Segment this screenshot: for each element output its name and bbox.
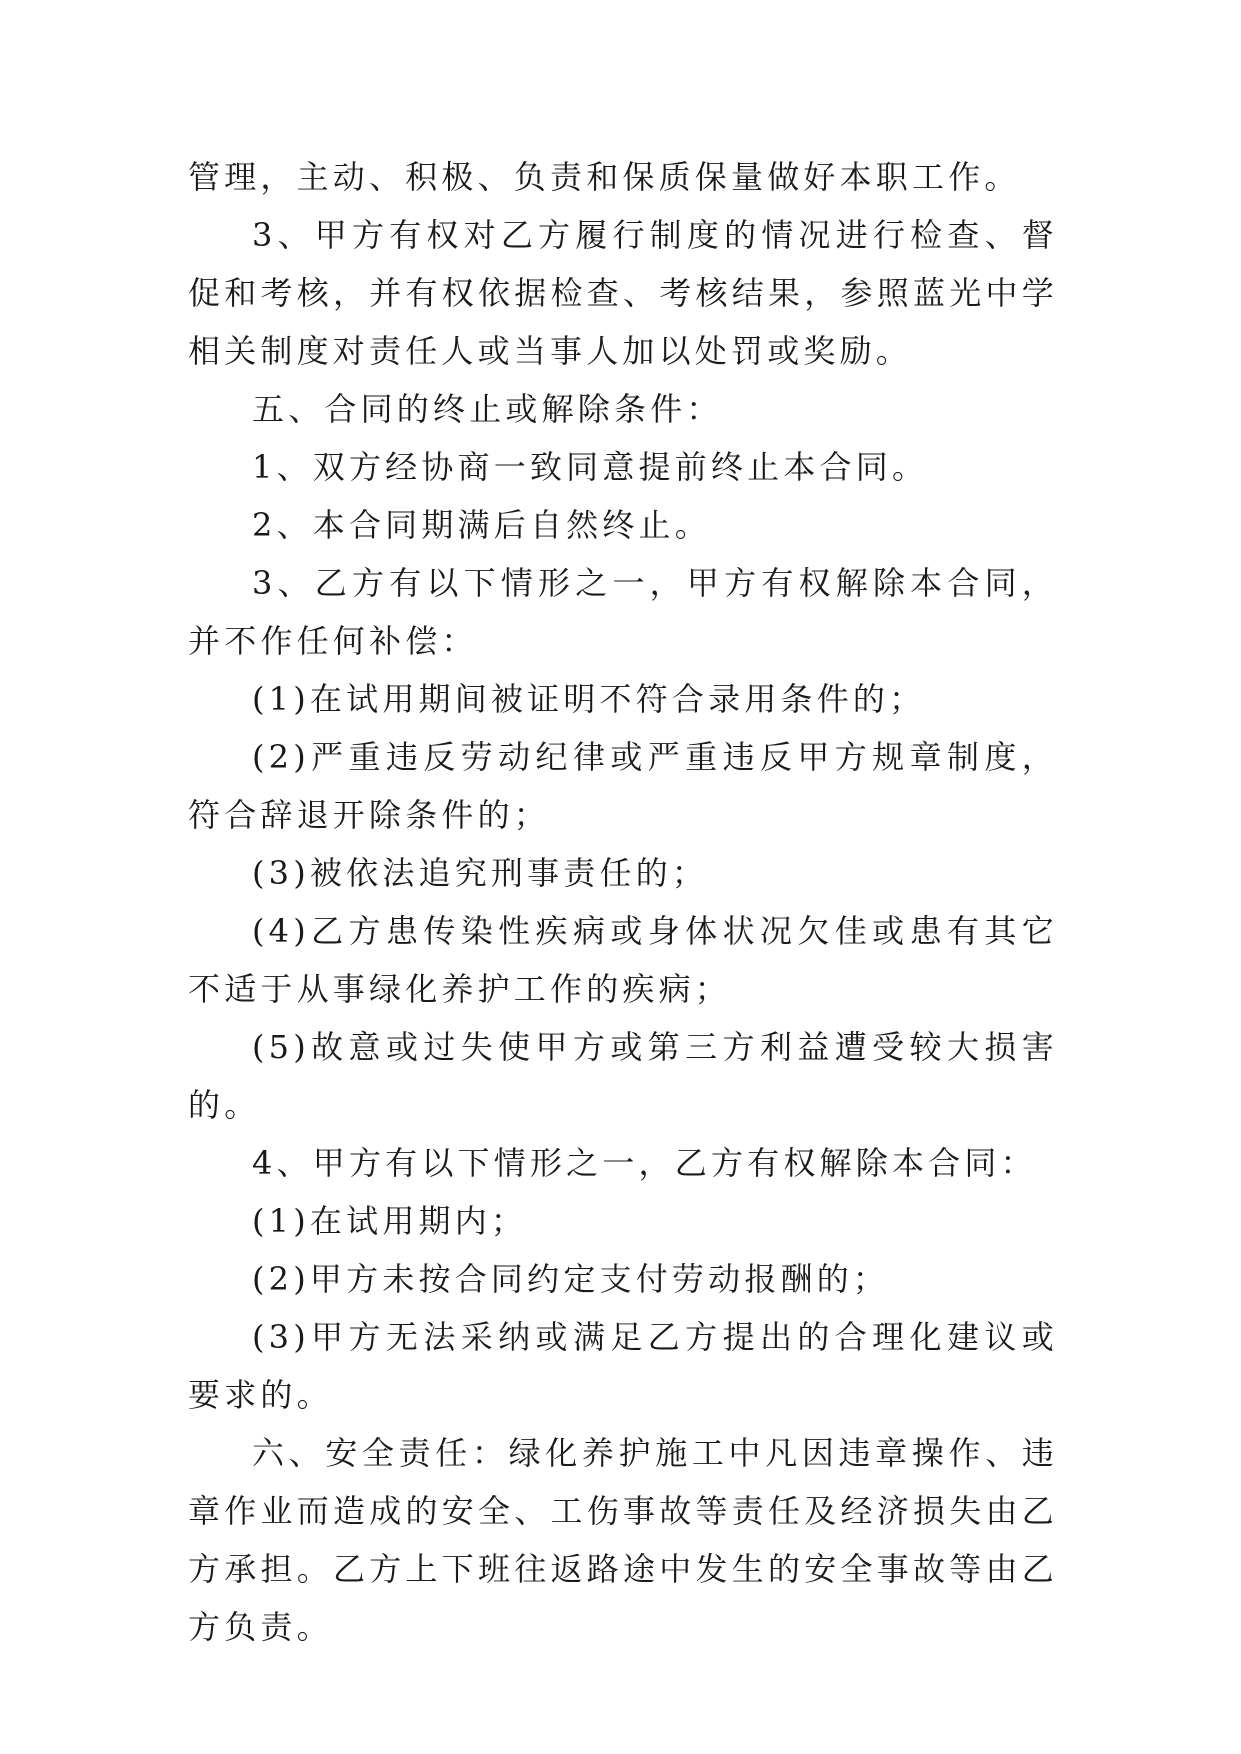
- list-item-5-3-4: (4)乙方患传染性疾病或身体状况欠佳或患有其它不适于从事绿化养护工作的疾病；: [188, 912, 1058, 1008]
- list-item-5-3-1: (1)在试用期间被证明不符合录用条件的；: [252, 680, 926, 718]
- list-item-5-4-3: (3)甲方无法采纳或满足乙方提出的合理化建议或要求的。: [188, 1318, 1058, 1414]
- paragraph-clause-5-3: 3、乙方有以下情形之一，甲方有权解除本合同，并不作任何补偿：: [188, 564, 1058, 660]
- list-item-5-3-3: (3)被依法追究刑事责任的；: [252, 854, 709, 892]
- paragraph-continuation: 管理，主动、积极、负责和保质保量做好本职工作。: [188, 158, 1021, 196]
- paragraph-clause-5-2: 2、本合同期满后自然终止。: [252, 506, 711, 544]
- list-item-5-4-1: (1)在试用期内；: [252, 1202, 528, 1240]
- list-item-5-3-2: (2)严重违反劳动纪律或严重违反甲方规章制度，符合辞退开除条件的；: [188, 738, 1058, 834]
- list-item-5-4-2: (2)甲方未按合同约定支付劳动报酬的；: [252, 1260, 890, 1298]
- paragraph-clause-5-4: 4、甲方有以下情形之一，乙方有权解除本合同：: [252, 1144, 1037, 1182]
- paragraph-clause-4-3: 3、甲方有权对乙方履行制度的情况进行检查、督促和考核，并有权依据检查、考核结果，参照蓝光中学相关制度对责任人或当事人加以处罚或奖励。: [188, 216, 1058, 370]
- list-item-5-3-5: (5)故意或过失使甲方或第三方利益遭受较大损害的。: [188, 1028, 1058, 1124]
- section-heading-6-safety: 六、安全责任：绿化养护施工中凡因违章操作、违章作业而造成的安全、工伤事故等责任及经济损失由乙方承担。乙方上下班往返路途中发生的安全事故等由乙方负责。: [188, 1434, 1058, 1646]
- paragraph-clause-5-1: 1、双方经协商一致同意提前终止本合同。: [252, 448, 929, 486]
- section-heading-5: 五、合同的终止或解除条件：: [252, 390, 723, 428]
- document-page: [188, 148, 1058, 1656]
